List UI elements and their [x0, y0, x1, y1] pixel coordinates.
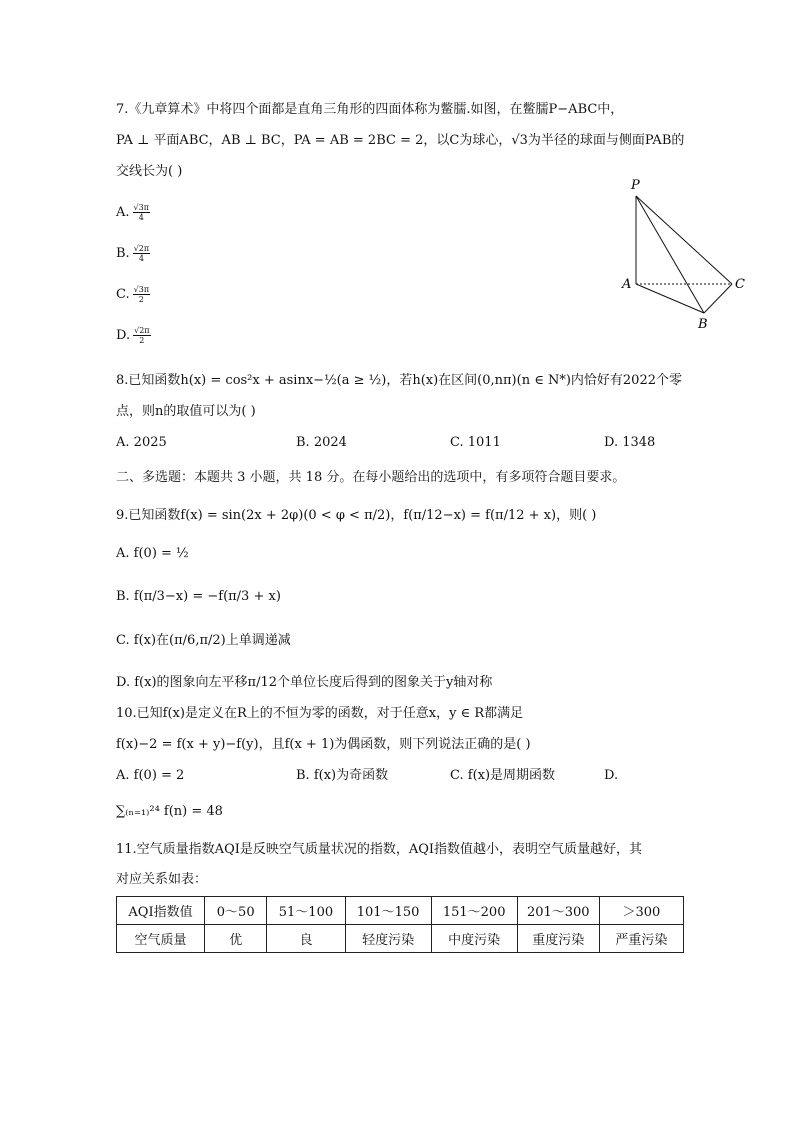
q10-line1: 10.已知f(x)是定义在R上的不恒为零的函数，对于任意x，y ∈ R都满足 — [116, 706, 524, 721]
table-cell: 重度污染 — [517, 925, 599, 953]
q8-line1: 8.已知函数h(x) = cos²x + asinx−½(a ≥ ½)，若h(x)在区间(0,nπ)(n ∈ N*)内恰好有2022个零 — [116, 373, 682, 388]
table-cell: 151～200 — [431, 897, 517, 925]
label-c: C — [735, 277, 745, 292]
option-text: f(x)是周期函数 — [467, 768, 556, 783]
section-heading: 二、多选题：本题共 3 小题，共 18 分。在每小题给出的选项中，有多项符合题目要求。 — [116, 470, 626, 485]
option-label: C. — [450, 435, 464, 450]
q9-option-a — [116, 545, 189, 563]
option-text: 1011 — [467, 435, 501, 450]
q7-line3: 交线长为( ) — [116, 164, 183, 179]
label-p: P — [631, 178, 640, 193]
table-cell: AQI指数值 — [117, 897, 205, 925]
option-text: f(π/3−x) = −f(π/3 + x) — [133, 589, 281, 604]
option-label: B. — [116, 589, 130, 604]
q10-option-b — [296, 767, 388, 785]
q9-line1: 9.已知函数f(x) = sin(2x + 2φ)(0 < φ < π/2)，f(π/12−x) = f(π/12 + x)，则( ) — [116, 508, 597, 523]
q8-line2: 点，则n的取值可以为( ) — [116, 404, 256, 419]
tetrahedron-figure — [618, 176, 758, 336]
option-label: D. — [604, 435, 619, 450]
label-a: A — [622, 277, 632, 292]
fraction-denominator: 4 — [138, 213, 144, 222]
q11-line1: 11.空气质量指数AQI是反映空气质量状况的指数，AQI指数值越小，表明空气质量越好，其 — [116, 842, 643, 857]
option-label: C. — [116, 287, 130, 302]
table-cell: 101～150 — [345, 897, 431, 925]
option-label: D. — [116, 328, 131, 343]
fraction-numerator: √2π — [133, 244, 150, 253]
table-cell: 201～300 — [517, 897, 599, 925]
option-text: 1348 — [622, 435, 656, 450]
option-text: 2025 — [133, 435, 167, 450]
edge-pb — [636, 196, 704, 313]
fraction-denominator: 2 — [139, 336, 145, 345]
option-label: D. — [604, 768, 619, 783]
q10-line2: f(x)−2 = f(x + y)−f(y)，且f(x + 1)为偶函数，则下列说法正确的是( ) — [116, 737, 531, 752]
fraction — [133, 285, 150, 304]
q8-option-c — [450, 434, 501, 452]
q10-option-d-text: ∑₍ₙ₌₁₎²⁴ f(n) = 48 — [116, 804, 223, 819]
option-label: A. — [116, 205, 130, 220]
option-text: f(0) = 2 — [133, 768, 185, 783]
fraction — [133, 326, 150, 345]
edge-ab — [636, 284, 704, 313]
q10-option-c — [450, 767, 555, 785]
option-label: C. — [450, 768, 464, 783]
option-text: f(0) = ½ — [133, 546, 189, 561]
q11-line2: 对应关系如表： — [116, 872, 208, 887]
q8-option-a — [116, 434, 167, 452]
q10-option-a — [116, 767, 184, 785]
table-cell: 51～100 — [267, 897, 345, 925]
option-text: f(x)为奇函数 — [313, 768, 389, 783]
q7-option-c — [116, 285, 150, 304]
option-label: A. — [116, 768, 130, 783]
option-text: 2024 — [313, 435, 347, 450]
q7-line1: 7.《九章算术》中将四个面都是直角三角形的四面体称为鳖臑.如图，在鳖臑P−ABC中， — [116, 102, 624, 117]
fraction-denominator: 4 — [138, 254, 144, 263]
edge-bc — [704, 284, 732, 313]
option-text: f(x)的图象向左平移π/12个单位长度后得到的图象关于y轴对称 — [134, 675, 493, 690]
q8-option-d — [604, 434, 655, 452]
fraction — [133, 244, 150, 263]
q7-option-a — [116, 203, 150, 222]
q9-option-c — [116, 632, 291, 650]
table-cell: 轻度污染 — [345, 925, 431, 953]
table-cell: 中度污染 — [431, 925, 517, 953]
fraction — [133, 203, 150, 222]
option-label: B. — [296, 435, 310, 450]
edge-pc — [636, 196, 732, 284]
table-cell: 严重污染 — [599, 925, 683, 953]
option-label: A. — [116, 546, 130, 561]
q8-option-b — [296, 434, 347, 452]
q10-option-d — [604, 767, 618, 785]
fraction-numerator: √3π — [133, 285, 150, 294]
table-cell: 良 — [267, 925, 345, 953]
table-row — [117, 897, 684, 925]
option-label: D. — [116, 675, 131, 690]
option-label: B. — [296, 768, 310, 783]
fraction-numerator: √3π — [133, 203, 149, 212]
option-label: C. — [116, 633, 130, 648]
table-cell: 优 — [205, 925, 267, 953]
label-b: B — [698, 317, 708, 332]
option-label: B. — [116, 246, 130, 261]
fraction-numerator: √2π — [134, 326, 150, 335]
option-label: A. — [116, 435, 130, 450]
q9-option-b — [116, 588, 281, 606]
q7-line2: PA ⊥ 平面ABC，AB ⊥ BC，PA = AB = 2BC = 2，以C为球心，√3为半径的球面与侧面PAB的 — [116, 133, 685, 148]
aqi-table — [116, 896, 684, 953]
table-cell: 0～50 — [205, 897, 267, 925]
fraction-denominator: 2 — [138, 295, 144, 304]
option-text: f(x)在(π/6,π/2)上单调递减 — [133, 633, 291, 648]
q9-option-d — [116, 674, 492, 692]
q7-option-d — [116, 326, 151, 345]
q7-option-b — [116, 244, 150, 263]
table-cell: ＞300 — [599, 897, 683, 925]
table-row — [117, 925, 684, 953]
table-cell: 空气质量 — [117, 925, 205, 953]
